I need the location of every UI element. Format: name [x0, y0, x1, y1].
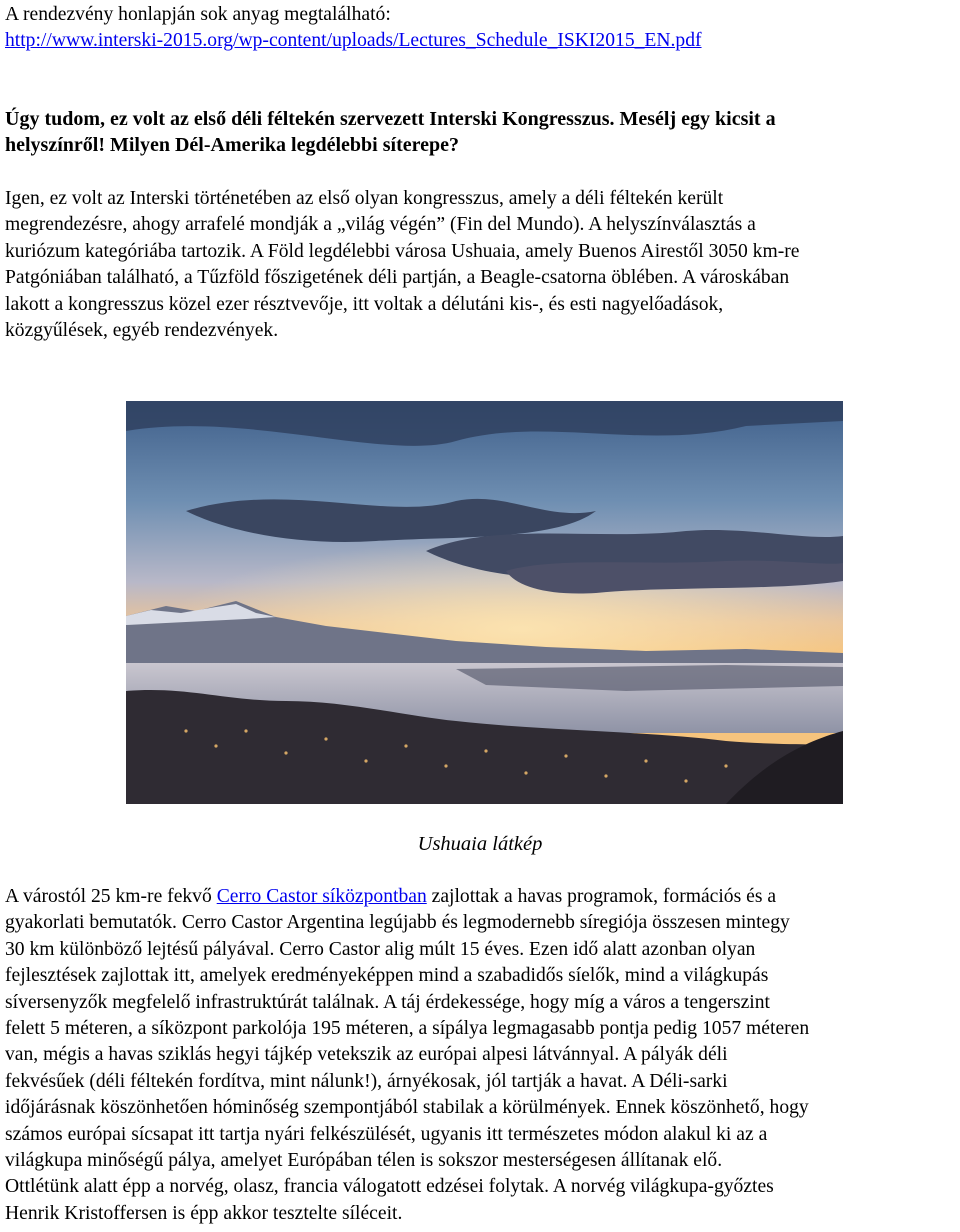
ushuaia-photo [126, 401, 843, 804]
answer-line: kuriózum kategóriába tartozik. A Föld legdélebbi városa Ushuaia, amely Buenos Airestől 3050 km-re [5, 240, 800, 262]
photo-caption: Ushuaia látkép [417, 833, 543, 855]
answer-line: fekvésűek (déli féltekén fordítva, mint nálunk!), árnyékosak, jól tartják a havat. A Déli-sarki [5, 1070, 728, 1092]
answer-line: közgyűlések, egyéb rendezvények. [5, 320, 279, 342]
answer-line: van, mégis a havas sziklás hegyi tájkép vetekszik az európai alpesi látvánnyal. A pályák déli [5, 1044, 728, 1066]
answer-line: Igen, ez volt az Interski történetében az első olyan kongresszus, amely a déli féltekén került [5, 188, 724, 209]
answer-paragraph-2 [5, 884, 960, 1227]
interview-question [5, 106, 960, 159]
answer-line: időjárásnak köszönhetően hóminőség szempontjából stabilak a körülmények. Ennek köszönhető, hogy [5, 1097, 809, 1119]
answer-line: fejlesztések zajlottak itt, amelyek eredményeképpen mind a szabadidős síelők, mind a világkupás [5, 965, 769, 987]
answer-line: számos európai sícsapat itt tartja nyári felkészülését, ugyanis itt természetes módon alakul ki az a [5, 1123, 768, 1145]
answer-line: 30 km különböző lejtésű pályával. Cerro Castor alig múlt 15 éves. Ezen idő alatt azonban olyan [5, 938, 756, 960]
answer-line: Patgóniában található, a Tűzföld főszigetének déli partján, a Beagle-csatorna öblében. A városkában [5, 267, 790, 289]
answer-line: világkupa minőségű pálya, amelyet Európában télen is sokszor mesterségesen állítanak elő. [5, 1150, 723, 1172]
answer-text: A várostól 25 km-re fekvő [5, 886, 217, 907]
answer-line [5, 884, 960, 910]
answer-line: síversenyzők megfelelő infrastruktúrát találnak. A táj érdekessége, hogy míg a város a tengerszint [5, 991, 770, 1013]
intro-text: A rendezvény honlapján sok anyag megtalálható: [5, 4, 391, 25]
answer-line: gyakorlati bemutatók. Cerro Castor Argentina legújabb és legmodernebb síregiója összesen mintegy [5, 912, 790, 934]
program-pdf-link[interactable]: http://www.interski-2015.org/wp-content/uploads/Lectures_Schedule_ISKI2015_EN.pdf [5, 30, 702, 52]
answer-line: felett 5 méteren, a síközpont parkolója 195 méteren, a sípálya legmagasabb pontja pedig 1057 méteren [5, 1018, 810, 1040]
question-line: helyszínről! Milyen Dél-Amerika legdélebbi síterepe? [5, 134, 459, 157]
answer-line: lakott a kongresszus közel ezer résztvevője, itt voltak a délutáni kis-, és esti nagyelőadások, [5, 293, 724, 315]
answer-text: zajlottak a havas programok, formációs és a [426, 886, 777, 907]
cerro-castor-link[interactable]: Cerro Castor síközpontban [216, 886, 427, 907]
answer-line: Henrik Kristoffersen is épp akkor tesztelte síléceit. [5, 1202, 403, 1224]
answer-paragraph-1 [5, 186, 960, 344]
answer-line: megrendezésre, ahogy arrafelé mondják a „világ végén” (Fin del Mundo). A helyszínválasztás a [5, 214, 756, 236]
question-line: Úgy tudom, ez volt az első déli féltekén szervezett Interski Kongresszus. Mesélj egy kicsit a [5, 108, 776, 130]
intro-block [5, 2, 960, 55]
answer-line: Ottlétünk alatt épp a norvég, olasz, francia válogatott edzései folytak. A norvég világkupa-győztes [5, 1176, 774, 1198]
